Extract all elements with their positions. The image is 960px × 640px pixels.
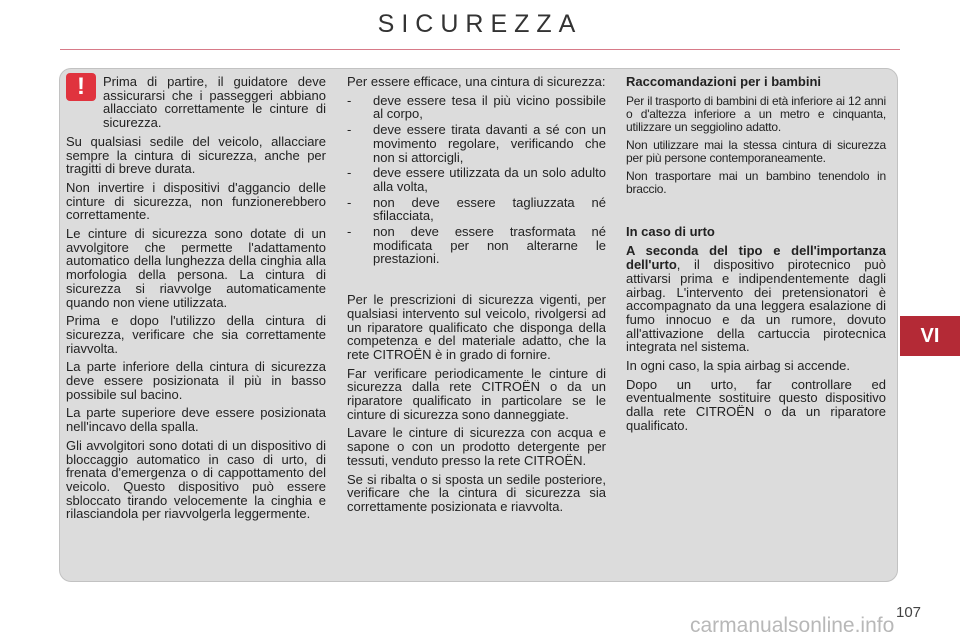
requirements-list [347,94,606,266]
list-item [347,196,606,223]
column-2 [347,75,606,519]
warning-icon: ! [66,73,96,101]
list-item [347,123,606,164]
spacer [626,201,886,225]
dash-marker: - [347,122,352,138]
paragraph: Per le prescrizioni di sicurezza vigenti, per qualsiasi intervento sul veicolo, rivolgersi ad un riparatore qualificato che disponga della competenza e del materiale adatto, che la rete CITROËN è in grado di fornire. [347,292,606,362]
list-item-text: non deve essere tagliuzzata né sfilacciata, [373,194,606,224]
warning-intro: Prima di partire, il guidatore deve assicurarsi che i passeggeri abbiano allacciato correttamente le cinture di sicurezza. [103,74,326,131]
paragraph: Non utilizzare mai la stessa cintura di sicurezza per più persone contemporaneamente. [626,137,886,165]
paragraph: Prima e dopo l'utilizzo della cintura di sicurezza, verificare che sia correttamente riavvolta. [66,313,326,356]
paragraph: Per il trasporto di bambini di età inferiore ai 12 anni o d'altezza inferiore a un metro e cinquanta, utilizzare un seggiolino adatto. [626,93,886,134]
column-1 [66,75,326,526]
list-item [347,225,606,266]
impact-paragraph [626,244,886,354]
dash-marker: - [347,92,352,108]
paragraph: La parte inferiore della cintura di sicurezza deve essere posizionata il più in basso possibile sul bacino. [66,359,326,402]
section-heading-children: Raccomandazioni per i bambini [626,74,822,89]
section-heading-impact: In caso di urto [626,223,715,239]
chapter-tab: VI [900,316,960,356]
paragraph: In ogni caso, la spia airbag si accende. [626,358,851,374]
title-divider [60,49,900,50]
paragraph: Non invertire i dispositivi d'aggancio delle cinture di sicurezza, non funzionerebbero correttamente. [66,179,326,223]
dash-marker: - [347,224,352,240]
list-item [347,166,606,193]
list-item-text: non deve essere trasformata né modificata per non alterarne le prestazioni. [373,224,606,267]
paragraph: Le cinture di sicurezza sono dotate di un avvolgitore che permette l'adattamento automatico della lunghezza della cinghia alla morfologia della persona. La cintura di sicurezza si riavvolge automaticamente quando non viene utilizzata. [66,226,326,310]
paragraph: Non trasportare mai un bambino tenendolo in braccio. [626,168,886,196]
dash-marker: - [347,165,352,181]
list-item-text: deve essere tirata davanti a sé con un movimento regolare, verificando che non si attorcigli, [373,122,606,165]
dash-marker: - [347,194,352,210]
paragraph: Far verificare periodicamente le cinture di sicurezza dalla rete CITROËN o da un riparatore qualificato in particolare se le cinture di sicurezza sono danneggiate. [347,365,606,422]
paragraph: Dopo un urto, far controllare ed eventualmente sostituire questo dispositivo dalla rete CITROËN o da un riparatore qualificato. [626,376,886,433]
paragraph: Lavare le cinture di sicurezza con acqua e sapone o con un prodotto detergente per tessuti, venduto presso la rete CITROËN. [347,425,606,468]
paragraph: La parte superiore deve essere posizionata nell'incavo della spalla. [66,405,326,435]
impact-bold-text: A seconda del tipo e dell'importanza dell'urto [626,243,886,273]
column-3 [626,75,886,438]
list-item-text: deve essere tesa il più vicino possibile al corpo, [373,92,606,122]
page-number: 107 [896,604,922,621]
watermark: carmanualsonline.info [690,614,895,637]
paragraph: Su qualsiasi sedile del veicolo, allacciare sempre la cintura di sicurezza, anche per tragitti di breve durata. [66,133,326,177]
list-item [347,94,606,121]
impact-text: , il dispositivo pirotecnico può attivarsi prima e indipendentemente dagli airbag. L'intervento dei pretensionatori è accompagnato da una leggera esalazione di fumo innocuo e da un rumore, dovuto all'attivazione della cartuccia pirotecnica integrata nel sistema. [626,257,886,355]
spacer [347,271,606,293]
paragraph: Se si ribalta o si sposta un sedile posteriore, verificare che la cintura di sicurezza sia correttamente posizionata e riavvolta. [347,471,606,514]
list-item-text: deve essere utilizzata da un solo adulto alla volta, [373,165,606,194]
list-lead: Per essere efficace, una cintura di sicurezza: [347,74,606,89]
paragraph: Gli avvolgitori sono dotati di un dispositivo di bloccaggio automatico in caso di urto, di frenata d'emergenza o di cappottamento del veicolo. Questo dispositivo può essere sbloccato tirando velocemente la cinghia e rilasciandola per riavvolgerla leggermente. [66,437,326,522]
page-title: SICUREZZA [377,10,583,38]
